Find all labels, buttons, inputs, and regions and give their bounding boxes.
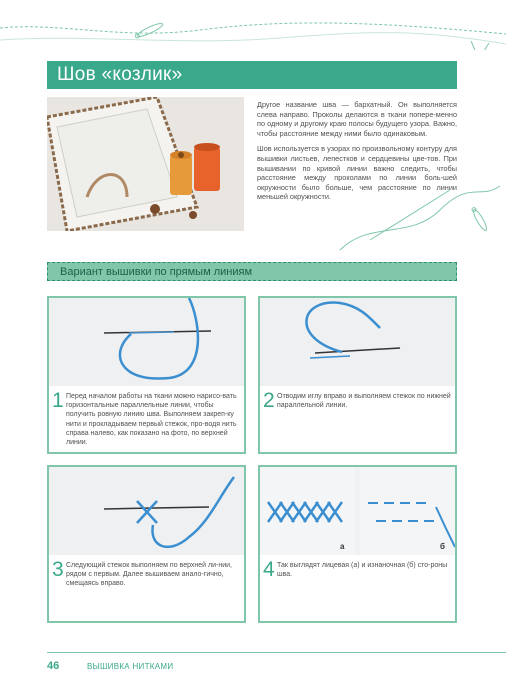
intro-paragraph-2: Шов используется в узорах по произвольному контуру для вышивки листьев, лепестков и сердцевины цве-тов. При вышивании по кривой линии важно следить, чтобы расстояние между проколами по линии боль-шей окружности было больше, чем расстояние по линии меньшей окружности. [257,144,457,202]
intro-paragraph-1: Другое название шва — бархатный. Он выполняется слева направо. Проколы делаются в ткани попере-менно по одному и другому краю полосы будущего узора. Важно, чтобы расстояние между ними было одинаковым. [257,100,457,138]
top-decoration [0,0,506,50]
section-title: Вариант вышивки по прямым линиям [60,266,253,278]
label-a: а [340,542,345,551]
step-panel-4 [258,465,457,623]
step-text: Следующий стежок выполняем по верхней ли-нии, рядом с первым. Далее вышиваем анало-гично, смещаясь вправо. [66,562,232,588]
scissors-icon [471,41,489,50]
step-number: 3 [52,558,64,581]
needle-thread-decoration [330,180,506,260]
safety-pin-icon [470,206,488,232]
title-bar [47,61,457,89]
footer-title: ВЫШИВКА НИТКАМИ [87,662,174,671]
step-text: Отводим иглу вправо и выполняем стежок по нижней параллельной линии. [277,393,451,410]
safety-pin-icon [134,21,164,39]
step-2-photo [260,298,455,386]
section-header [47,262,457,281]
step-3-photo [49,467,244,555]
step-4-photos [260,467,455,555]
page-title: Шов «козлик» [57,64,183,85]
step-text: Так выглядят лицевая (а) и изнаночная (б) сто-роны шва. [277,562,448,579]
step-panel-1 [47,296,246,454]
label-b: б [440,542,445,551]
step-number: 1 [52,389,64,412]
step-number: 2 [263,389,275,412]
step-panel-2 [258,296,457,454]
step-number: 4 [263,558,275,581]
step-panel-3 [47,465,246,623]
step-text: Перед началом работы на ткани можно нарисо-вать горизонтальные параллельные линии, чтобы получить ровную линию шва. Выполняем закреп-ку нити и прокладываем первый стежок, про-водя нить справа налево, как показано на фото, по верхней линии. [66,393,237,447]
intro-photo [47,97,244,231]
step-1-photo [49,298,244,386]
footer-divider [47,652,506,653]
page-number: 46 [47,660,60,672]
